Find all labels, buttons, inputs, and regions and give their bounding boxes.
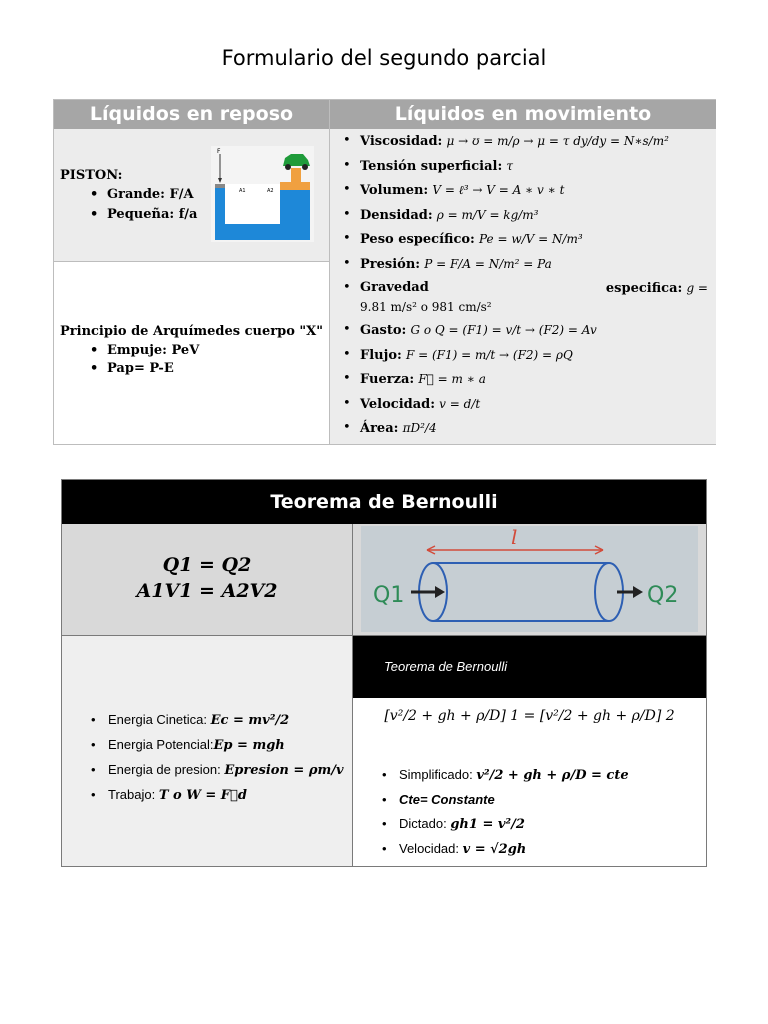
list-item: • Energia Cinetica: Ec = mv²/2 xyxy=(84,708,346,733)
energy-cell xyxy=(62,636,353,866)
list-item: • Peso específico: Pe = w/V = N/m³ xyxy=(336,229,708,254)
hydraulic-press-icon xyxy=(211,146,314,242)
q2-label: Q2 xyxy=(647,583,679,608)
piston-list xyxy=(83,185,197,225)
q1-label: Q1 xyxy=(373,583,405,608)
header-moving-liquids: Líquidos en movimiento xyxy=(329,100,716,129)
list-item: • Gravedad especifica: g = 9.81 m/s² o 981 cm/s² xyxy=(336,278,708,320)
bernoulli-equation: [v²/2 + gh + ρ/D] 1 = [v²/2 + gh + ρ/D] 2 xyxy=(384,708,675,724)
list-item: • Empuje: PeV xyxy=(83,342,199,360)
moving-liquids-cell xyxy=(329,129,716,444)
list-item: • Fuerza: F⃗ = m ∗ a xyxy=(336,369,708,394)
list-item: • Viscosidad: μ → ʊ = m/ρ → μ = τ dy/dy = N∗s/m² xyxy=(336,131,708,156)
list-item: • Velocidad: v = d/t xyxy=(336,394,708,419)
list-item: • Tensión superficial: τ xyxy=(336,156,708,181)
list-item: • Energia de presion: Epresion = ρm/v xyxy=(84,758,346,783)
header-static-liquids: Líquidos en reposo xyxy=(54,100,329,129)
archimedes-list xyxy=(83,342,199,378)
list-item: • Presión: P = F/A = N/m² = Pa xyxy=(336,254,708,279)
page-title: Formulario del segundo parcial xyxy=(221,46,547,70)
bernoulli-header: Teorema de Bernoulli xyxy=(62,480,706,524)
length-label: l xyxy=(511,526,518,549)
list-item: • Volumen: V = ℓ³ → V = A ∗ v ∗ t xyxy=(336,180,708,205)
piston-area-label-1: A1 xyxy=(239,188,246,194)
list-item: • Trabajo: T o W = F⃗d xyxy=(84,783,346,808)
list-item: • Pap= P-E xyxy=(83,360,199,378)
list-item: • Dictado: gh1 = v²/2 xyxy=(375,812,700,837)
svg-text:F: F xyxy=(217,148,221,155)
list-item: • Densidad: ρ = m/V = kg/m³ xyxy=(336,205,708,230)
energy-list xyxy=(84,708,346,808)
fluids-table xyxy=(53,99,716,445)
moving-liquids-list xyxy=(336,131,708,443)
bernoulli-subheader: Teorema de Bernoulli xyxy=(353,636,706,698)
list-item: • Flujo: F = (F1) = m/t → (F2) = ρQ xyxy=(336,345,708,370)
piston-cell xyxy=(54,129,329,262)
continuity-eq-2: A1V1 = A2V2 xyxy=(136,580,278,602)
list-item: • Velocidad: v = √2gh xyxy=(375,837,700,862)
pipe-diagram-cell xyxy=(353,524,706,636)
list-item: • Área: πD²/4 xyxy=(336,418,708,443)
continuity-cell xyxy=(62,524,353,636)
list-item: • Pequeña: f/a xyxy=(83,205,197,225)
bernoulli-eq-cell xyxy=(353,636,706,866)
bernoulli-list xyxy=(375,763,700,862)
list-item: • Energia Potencial:Ep = mgh xyxy=(84,733,346,758)
archimedes-cell xyxy=(54,262,329,444)
continuity-eq-1: Q1 = Q2 xyxy=(162,554,252,576)
pipe-flow-diagram xyxy=(361,526,698,632)
piston-area-label-2: A2 xyxy=(267,188,274,194)
list-item: • Cte= Constante xyxy=(375,788,700,812)
list-item: • Gasto: G o Q = (F1) = v/t → (F2) = Av xyxy=(336,320,708,345)
list-item: • Grande: F/A xyxy=(83,185,197,205)
list-item: • Simplificado: v²/2 + gh + ρ/D = cte xyxy=(375,763,700,788)
archimedes-title: Principio de Arquímedes cuerpo "X" xyxy=(60,324,324,339)
piston-title: PISTON: xyxy=(60,168,123,183)
bernoulli-table xyxy=(61,479,707,867)
